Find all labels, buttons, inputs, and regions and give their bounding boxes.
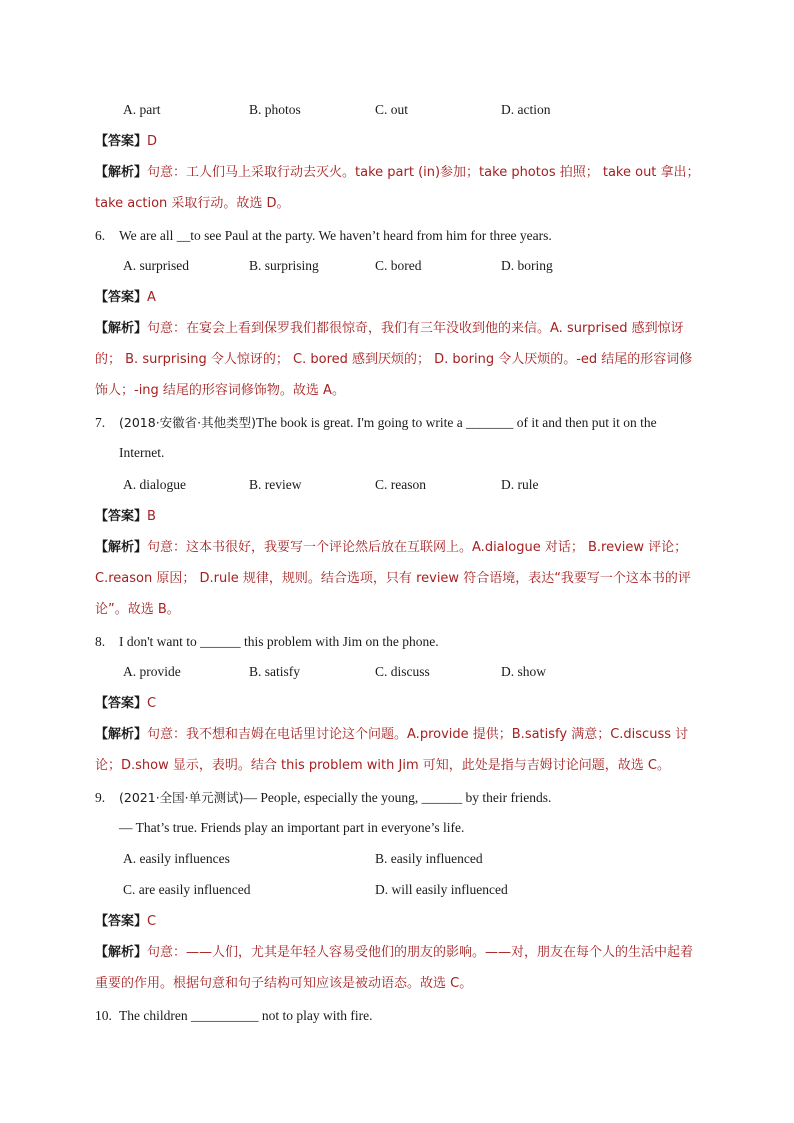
explain-text: 句意：——人们，尤其是年轻人容易受他们的朋友的影响。——对，朋友在每个人的生活中起着重要的作用。根据句意和句子结构可知应该是被动语态。故选 C。 [95,945,694,991]
explain-text: 句意：工人们马上采取行动去灭火。take part (in)参加；take photos 拍照； take out 拿出；take action 采取行动。故选 D。 [95,165,700,211]
q5-option-c: C. out [375,102,409,117]
q7-option-c: C. reason [375,477,426,492]
q7-option-a: A. dialogue [123,477,186,492]
question-text: The children __________ not to play with fire. [119,1008,373,1023]
q8-answer [95,694,715,713]
q5-explanation [95,157,705,219]
answer-value: C [147,914,157,929]
answer-value: C [147,696,157,711]
q7-options [123,477,683,495]
question-source: (2021·全国·单元测试) [119,790,244,805]
q7-explanation [95,532,705,625]
q9-option-b: B. easily influenced [375,851,483,866]
q7-stem [95,414,715,432]
question-number: 10. [95,1008,112,1023]
answer-value: D [147,134,158,149]
q8-option-a: A. provide [123,664,181,679]
q6-option-a: A. surprised [123,258,189,273]
q8-option-b: B. satisfy [249,664,301,679]
q8-options [123,664,683,682]
q5-answer [95,132,715,151]
explain-text: 句意：在宴会上看到保罗我们都很惊奇，我们有三年没收到他的来信。A. surprised 感到惊讶的； B. surprising 令人惊讶的； C. bored 感到厌烦的； D. boring 令人厌烦的。-ed 结尾的形容词修饰人；-ing 结尾的形容词修饰物。故选 A。 [95,321,693,398]
question-number: 9. [95,790,106,805]
q5-option-b: B. photos [249,102,301,117]
question-text: — People, especially the young, ______ by their friends. [243,790,552,805]
q6-option-c: C. bored [375,258,422,273]
answer-label: 【答案】 [95,696,148,711]
explain-label: 【解析】 [95,321,148,336]
q5-option-d: D. action [501,102,551,117]
explain-label: 【解析】 [95,945,148,960]
q9-option-d: D. will easily influenced [375,882,508,897]
q6-options [123,258,683,276]
q5-option-a: A. part [123,102,161,117]
q6-option-d: D. boring [501,258,553,273]
q6-answer [95,288,715,307]
q9-options-row1 [123,851,683,869]
q6-stem [95,227,715,245]
q9-explanation [95,937,705,999]
q8-option-c: C. discuss [375,664,430,679]
q7-stem-continued: Internet. [119,445,165,460]
question-text: I don't want to ______ this problem with Jim on the phone. [119,634,439,649]
explain-label: 【解析】 [95,165,148,180]
q6-explanation [95,313,705,406]
answer-label: 【答案】 [95,290,148,305]
q5-options [123,102,683,120]
explain-text: 句意：我不想和吉姆在电话里讨论这个问题。A.provide 提供；B.satisfy 满意；C.discuss 讨论；D.show 显示，表明。结合 this problem with Jim 可知，此处是指与吉姆讨论问题，故选 C。 [95,727,689,773]
answer-value: B [147,509,156,524]
q6-option-b: B. surprising [249,258,319,273]
question-text: The book is great. I'm going to write a _______ of it and then put it on the [256,415,657,430]
question-source: (2018·安徽省·其他类型) [119,415,257,430]
q10-stem [95,1007,715,1025]
q9-options-row2 [123,882,683,900]
question-number: 6. [95,228,106,243]
explain-label: 【解析】 [95,727,148,742]
q8-explanation [95,719,705,781]
q9-stem-continued: — That’s true. Friends play an important part in everyone’s life. [119,820,465,835]
answer-value: A [147,290,156,305]
q7-option-b: B. review [249,477,302,492]
question-number: 8. [95,634,106,649]
answer-label: 【答案】 [95,914,148,929]
q9-option-a: A. easily influences [123,851,230,866]
q9-answer [95,912,715,931]
q7-answer [95,507,715,526]
q9-stem [95,789,715,807]
q7-option-d: D. rule [501,477,539,492]
question-number: 7. [95,415,106,430]
answer-label: 【答案】 [95,509,148,524]
q9-option-c: C. are easily influenced [123,882,251,897]
q8-option-d: D. show [501,664,547,679]
q8-stem [95,633,715,651]
explain-text: 句意：这本书很好，我要写一个评论然后放在互联网上。A.dialogue 对话； B.review 评论；C.reason 原因； D.rule 规律，规则。结合选项，只有 review 符合语境，表达“我要写一个这本书的评论”。故选 B。 [95,540,691,617]
question-text: We are all __to see Paul at the party. We haven’t heard from him for three years. [119,228,552,243]
answer-label: 【答案】 [95,134,148,149]
explain-label: 【解析】 [95,540,148,555]
